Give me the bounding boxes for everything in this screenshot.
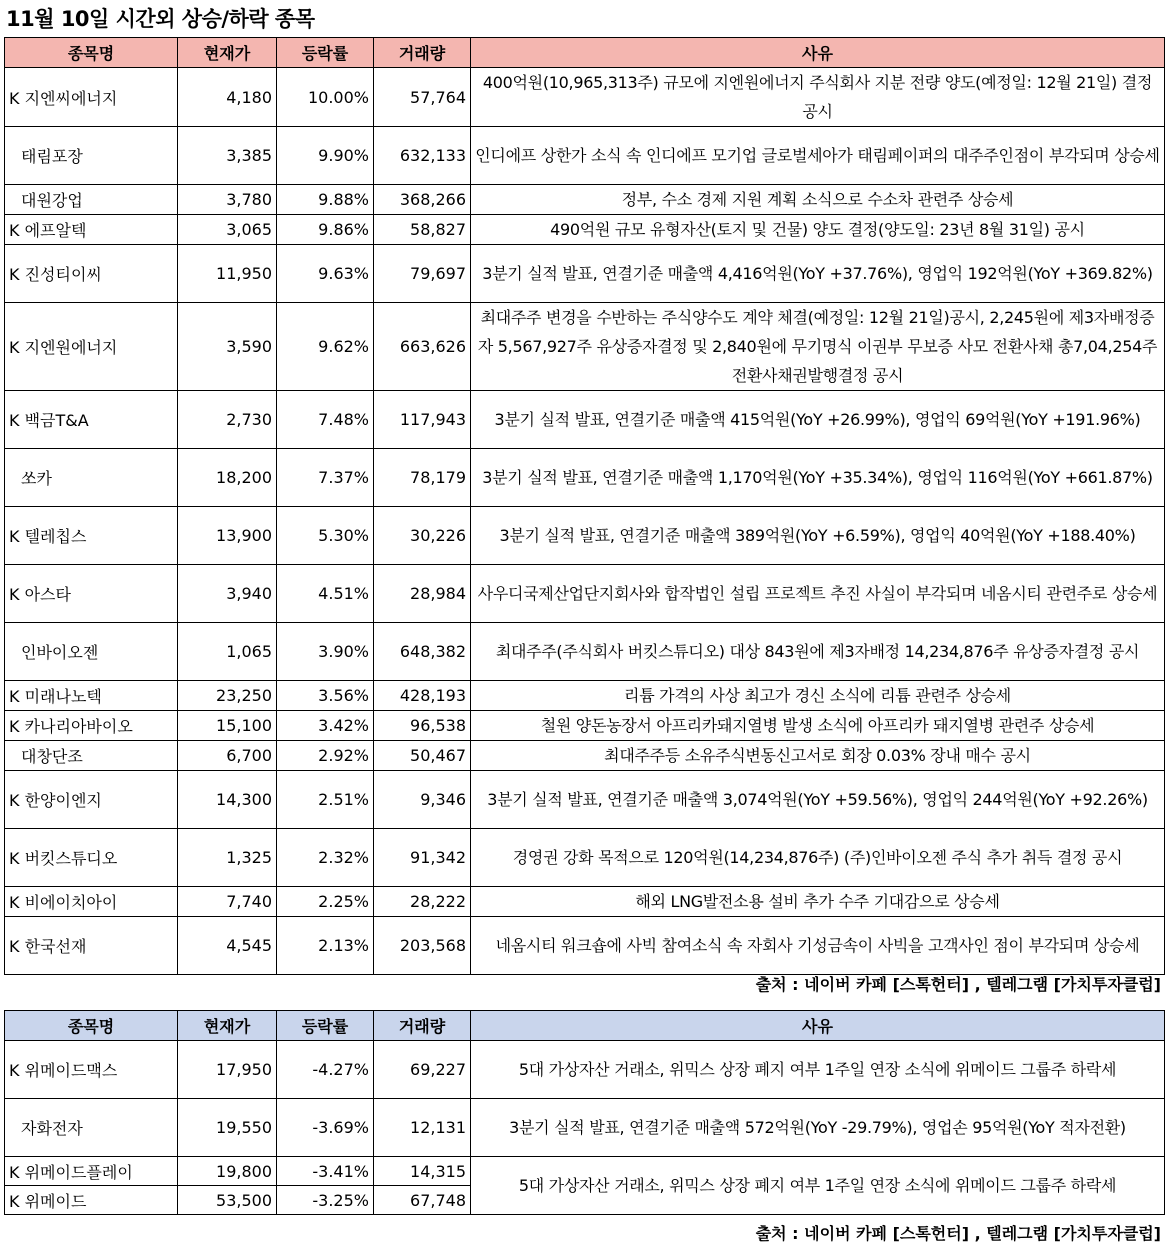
stock-name-cell: 대창단조 bbox=[5, 741, 178, 771]
change-rate-cell: 7.48% bbox=[277, 391, 374, 449]
price-cell: 18,200 bbox=[178, 449, 277, 507]
reason-cell: 최대주주등 소유주식변동신고서로 회장 0.03% 장내 매수 공시 bbox=[471, 741, 1165, 771]
price-cell: 19,550 bbox=[178, 1099, 277, 1157]
stock-name-cell: K 비에이치아이 bbox=[5, 887, 178, 917]
volume-cell: 28,222 bbox=[374, 887, 471, 917]
stock-name-cell: K 에프알텍 bbox=[5, 215, 178, 245]
reason-cell: 정부, 수소 경제 지원 계획 소식으로 수소차 관련주 상승세 bbox=[471, 185, 1165, 215]
volume-cell: 368,266 bbox=[374, 185, 471, 215]
table-row bbox=[5, 245, 1165, 303]
table-row bbox=[5, 681, 1165, 711]
table-row bbox=[5, 829, 1165, 887]
volume-cell: 428,193 bbox=[374, 681, 471, 711]
table-row bbox=[5, 771, 1165, 829]
header-change: 등락률 bbox=[277, 38, 374, 68]
price-cell: 3,940 bbox=[178, 565, 277, 623]
reason-cell: 3분기 실적 발표, 연결기준 매출액 389억원(YoY +6.59%), 영업익 40억원(YoY +188.40%) bbox=[471, 507, 1165, 565]
table-header-row bbox=[5, 1011, 1165, 1041]
header-name: 종목명 bbox=[5, 38, 178, 68]
stock-name-cell: K 아스타 bbox=[5, 565, 178, 623]
price-cell: 3,780 bbox=[178, 185, 277, 215]
table-row bbox=[5, 215, 1165, 245]
volume-cell: 50,467 bbox=[374, 741, 471, 771]
volume-cell: 203,568 bbox=[374, 917, 471, 975]
reason-cell: 400억원(10,965,313주) 규모에 지엔원에너지 주식회사 지분 전량 양도(예정일: 12월 21일) 결정 공시 bbox=[471, 68, 1165, 127]
reason-cell: 인디에프 상한가 소식 속 인디에프 모기업 글로벌세아가 태림페이퍼의 대주주인점이 부각되며 상승세 bbox=[471, 127, 1165, 185]
table-row bbox=[5, 917, 1165, 975]
stock-name-cell: K 텔레칩스 bbox=[5, 507, 178, 565]
header-price: 현재가 bbox=[178, 38, 277, 68]
table-row bbox=[5, 1099, 1165, 1157]
stock-name-cell: K 진성티이씨 bbox=[5, 245, 178, 303]
change-rate-cell: 9.86% bbox=[277, 215, 374, 245]
reason-cell: 3분기 실적 발표, 연결기준 매출액 415억원(YoY +26.99%), 영업익 69억원(YoY +191.96%) bbox=[471, 391, 1165, 449]
volume-cell: 67,748 bbox=[374, 1186, 471, 1215]
table-row bbox=[5, 887, 1165, 917]
change-rate-cell: 3.90% bbox=[277, 623, 374, 681]
volume-cell: 79,697 bbox=[374, 245, 471, 303]
volume-cell: 58,827 bbox=[374, 215, 471, 245]
price-cell: 3,590 bbox=[178, 303, 277, 391]
price-cell: 3,385 bbox=[178, 127, 277, 185]
header-reason: 사유 bbox=[471, 38, 1165, 68]
stock-name-cell: 쏘카 bbox=[5, 449, 178, 507]
reason-cell: 네옴시티 워크숍에 사빅 참여소식 속 자회사 기성금속이 사빅을 고객사인 점이 부각되며 상승세 bbox=[471, 917, 1165, 975]
table-row bbox=[5, 185, 1165, 215]
stock-name-cell: K 위메이드 bbox=[5, 1186, 178, 1215]
table-row bbox=[5, 741, 1165, 771]
table-row bbox=[5, 303, 1165, 391]
volume-cell: 30,226 bbox=[374, 507, 471, 565]
source-note: 출처 : 네이버 카페 [스톡헌터] , 텔레그램 [가치투자클럽] bbox=[755, 1224, 1161, 1243]
table-row bbox=[5, 68, 1165, 127]
price-cell: 1,065 bbox=[178, 623, 277, 681]
table-row bbox=[5, 711, 1165, 741]
price-cell: 17,950 bbox=[178, 1041, 277, 1099]
price-cell: 13,900 bbox=[178, 507, 277, 565]
volume-cell: 28,984 bbox=[374, 565, 471, 623]
table-row bbox=[5, 449, 1165, 507]
change-rate-cell: 2.32% bbox=[277, 829, 374, 887]
volume-cell: 9,346 bbox=[374, 771, 471, 829]
change-rate-cell: 10.00% bbox=[277, 68, 374, 127]
stock-name-cell: K 한국선재 bbox=[5, 917, 178, 975]
source-note: 출처 : 네이버 카페 [스톡헌터] , 텔레그램 [가치투자클럽] bbox=[755, 975, 1161, 994]
change-rate-cell: -3.69% bbox=[277, 1099, 374, 1157]
change-rate-cell: 2.92% bbox=[277, 741, 374, 771]
page-title: 11월 10일 시간외 상승/하락 종목 bbox=[6, 7, 315, 31]
change-rate-cell: -3.41% bbox=[277, 1157, 374, 1186]
change-rate-cell: 9.90% bbox=[277, 127, 374, 185]
table-row bbox=[5, 565, 1165, 623]
volume-cell: 69,227 bbox=[374, 1041, 471, 1099]
volume-cell: 632,133 bbox=[374, 127, 471, 185]
volume-cell: 96,538 bbox=[374, 711, 471, 741]
header-reason: 사유 bbox=[471, 1011, 1165, 1041]
price-cell: 23,250 bbox=[178, 681, 277, 711]
volume-cell: 117,943 bbox=[374, 391, 471, 449]
reason-cell: 리튬 가격의 사상 최고가 경신 소식에 리튬 관련주 상승세 bbox=[471, 681, 1165, 711]
volume-cell: 57,764 bbox=[374, 68, 471, 127]
change-rate-cell: 9.63% bbox=[277, 245, 374, 303]
price-cell: 19,800 bbox=[178, 1157, 277, 1186]
stock-name-cell: 태림포장 bbox=[5, 127, 178, 185]
change-rate-cell: 3.56% bbox=[277, 681, 374, 711]
change-rate-cell: 9.62% bbox=[277, 303, 374, 391]
stock-name-cell: 자화전자 bbox=[5, 1099, 178, 1157]
header-volume: 거래량 bbox=[374, 1011, 471, 1041]
reason-cell: 최대주주 변경을 수반하는 주식양수도 계약 체결(예정일: 12월 21일)공시, 2,245원에 제3자배정증자 5,567,927주 유상증자결정 및 2,840원에 무기명식 이권부 무보증 사모 전환사채 총7,04,254주 전환사채권발행결정 공시 bbox=[471, 303, 1165, 391]
volume-cell: 12,131 bbox=[374, 1099, 471, 1157]
stock-name-cell: K 위메이드맥스 bbox=[5, 1041, 178, 1099]
reason-cell: 5대 가상자산 거래소, 위믹스 상장 폐지 여부 1주일 연장 소식에 위메이드 그룹주 하락세 bbox=[471, 1157, 1165, 1215]
reason-cell: 사우디국제산업단지회사와 합작법인 설립 프로젝트 추진 사실이 부각되며 네옴시티 관련주로 상승세 bbox=[471, 565, 1165, 623]
price-cell: 14,300 bbox=[178, 771, 277, 829]
stock-name-cell: K 지엔원에너지 bbox=[5, 303, 178, 391]
reason-cell: 최대주주(주식회사 버킷스튜디오) 대상 843원에 제3자배정 14,234,876주 유상증자결정 공시 bbox=[471, 623, 1165, 681]
stock-name-cell: 대원강업 bbox=[5, 185, 178, 215]
price-cell: 15,100 bbox=[178, 711, 277, 741]
change-rate-cell: 2.25% bbox=[277, 887, 374, 917]
reason-cell: 3분기 실적 발표, 연결기준 매출액 3,074억원(YoY +59.56%), 영업익 244억원(YoY +92.26%) bbox=[471, 771, 1165, 829]
volume-cell: 663,626 bbox=[374, 303, 471, 391]
reason-cell: 철원 양돈농장서 아프리카돼지열병 발생 소식에 아프리카 돼지열병 관련주 상승세 bbox=[471, 711, 1165, 741]
stock-name-cell: K 미래나노텍 bbox=[5, 681, 178, 711]
volume-cell: 14,315 bbox=[374, 1157, 471, 1186]
stock-name-cell: K 지엔씨에너지 bbox=[5, 68, 178, 127]
price-cell: 11,950 bbox=[178, 245, 277, 303]
reason-cell: 해외 LNG발전소용 설비 추가 수주 기대감으로 상승세 bbox=[471, 887, 1165, 917]
table-header-row bbox=[5, 38, 1165, 68]
stock-name-cell: K 한양이엔지 bbox=[5, 771, 178, 829]
price-cell: 6,700 bbox=[178, 741, 277, 771]
price-cell: 4,180 bbox=[178, 68, 277, 127]
change-rate-cell: 5.30% bbox=[277, 507, 374, 565]
rising-stocks-table bbox=[4, 37, 1165, 975]
price-cell: 1,325 bbox=[178, 829, 277, 887]
volume-cell: 648,382 bbox=[374, 623, 471, 681]
table-row bbox=[5, 127, 1165, 185]
stock-name-cell: 인바이오젠 bbox=[5, 623, 178, 681]
change-rate-cell: -3.25% bbox=[277, 1186, 374, 1215]
change-rate-cell: 2.13% bbox=[277, 917, 374, 975]
stock-name-cell: K 위메이드플레이 bbox=[5, 1157, 178, 1186]
table-row bbox=[5, 507, 1165, 565]
volume-cell: 91,342 bbox=[374, 829, 471, 887]
price-cell: 2,730 bbox=[178, 391, 277, 449]
table-row bbox=[5, 1041, 1165, 1099]
reason-cell: 3분기 실적 발표, 연결기준 매출액 572억원(YoY -29.79%), 영업손 95억원(YoY 적자전환) bbox=[471, 1099, 1165, 1157]
reason-cell: 3분기 실적 발표, 연결기준 매출액 1,170억원(YoY +35.34%), 영업익 116억원(YoY +661.87%) bbox=[471, 449, 1165, 507]
stock-name-cell: K 카나리아바이오 bbox=[5, 711, 178, 741]
change-rate-cell: 2.51% bbox=[277, 771, 374, 829]
price-cell: 7,740 bbox=[178, 887, 277, 917]
table-row bbox=[5, 391, 1165, 449]
volume-cell: 78,179 bbox=[374, 449, 471, 507]
table-row bbox=[5, 623, 1165, 681]
price-cell: 4,545 bbox=[178, 917, 277, 975]
reason-cell: 490억원 규모 유형자산(토지 및 건물) 양도 결정(양도일: 23년 8월 31일) 공시 bbox=[471, 215, 1165, 245]
change-rate-cell: 9.88% bbox=[277, 185, 374, 215]
change-rate-cell: 3.42% bbox=[277, 711, 374, 741]
header-price: 현재가 bbox=[178, 1011, 277, 1041]
stock-name-cell: K 백금T&A bbox=[5, 391, 178, 449]
reason-cell: 경영권 강화 목적으로 120억원(14,234,876주) (주)인바이오젠 주식 추가 취득 결정 공시 bbox=[471, 829, 1165, 887]
stock-name-cell: K 버킷스튜디오 bbox=[5, 829, 178, 887]
header-volume: 거래량 bbox=[374, 38, 471, 68]
price-cell: 3,065 bbox=[178, 215, 277, 245]
header-name: 종목명 bbox=[5, 1011, 178, 1041]
table-row bbox=[5, 1157, 1165, 1186]
change-rate-cell: -4.27% bbox=[277, 1041, 374, 1099]
header-change: 등락률 bbox=[277, 1011, 374, 1041]
reason-cell: 5대 가상자산 거래소, 위믹스 상장 폐지 여부 1주일 연장 소식에 위메이드 그룹주 하락세 bbox=[471, 1041, 1165, 1099]
falling-stocks-table bbox=[4, 1010, 1165, 1215]
price-cell: 53,500 bbox=[178, 1186, 277, 1215]
change-rate-cell: 4.51% bbox=[277, 565, 374, 623]
change-rate-cell: 7.37% bbox=[277, 449, 374, 507]
reason-cell: 3분기 실적 발표, 연결기준 매출액 4,416억원(YoY +37.76%), 영업익 192억원(YoY +369.82%) bbox=[471, 245, 1165, 303]
